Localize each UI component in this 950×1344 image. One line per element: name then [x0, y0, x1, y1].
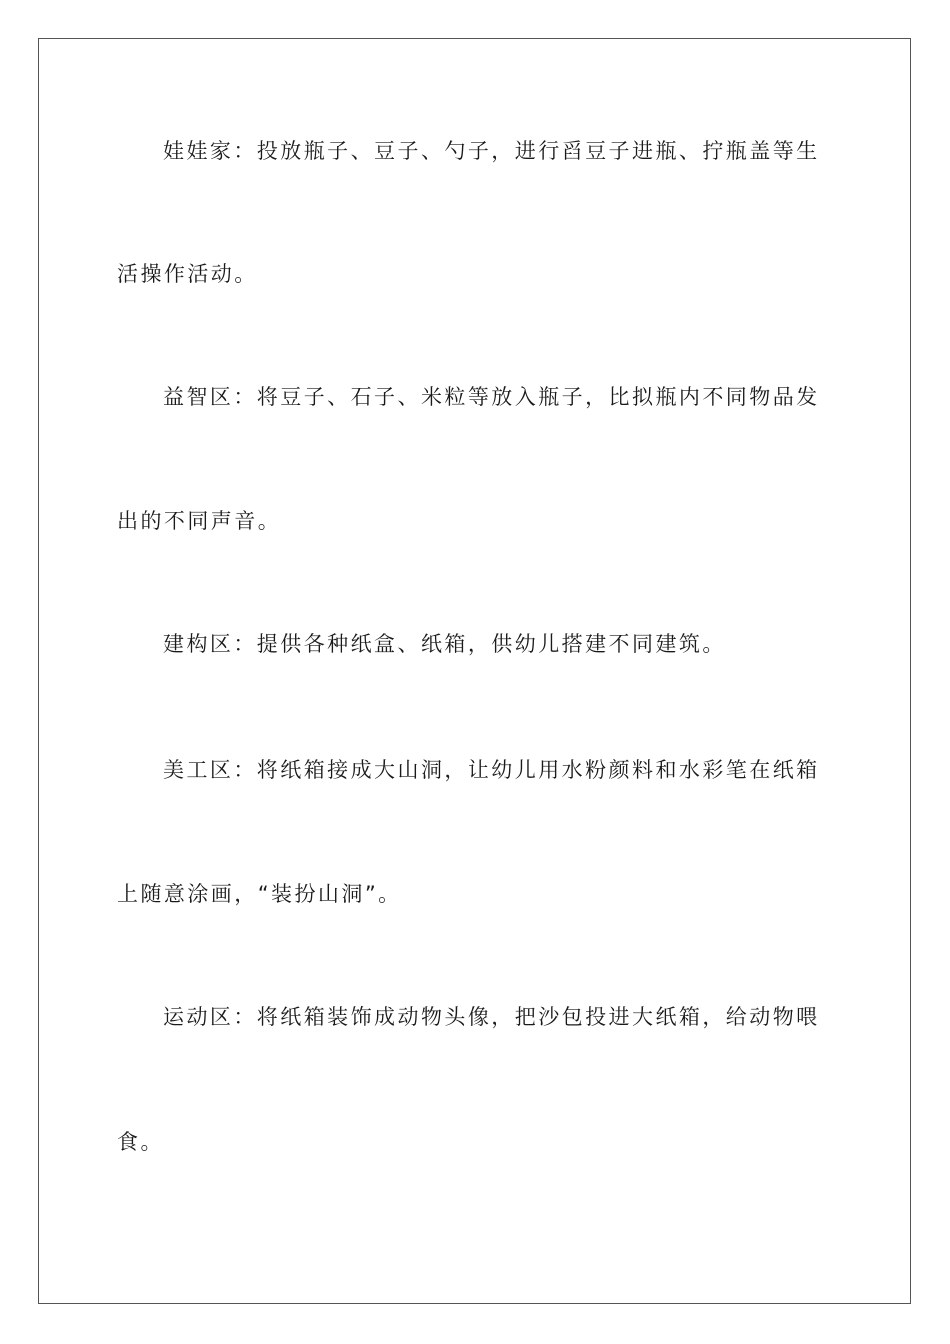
paragraph-sports-area-line-2: 食。 [117, 1130, 164, 1154]
paragraph-art-area-line-2: 上随意涂画，“装扮山洞”。 [117, 882, 402, 906]
paragraph-puzzle-area-line-1: 益智区：将豆子、石子、米粒等放入瓶子，比拟瓶内不同物品发 [163, 385, 820, 409]
paragraph-puzzle-area-line-2: 出的不同声音。 [117, 509, 282, 533]
paragraph-construction-area-line-1: 建构区：提供各种纸盒、纸箱，供幼儿搭建不同建筑。 [163, 632, 726, 656]
paragraph-doll-house-line-2: 活操作活动。 [117, 262, 258, 286]
paragraph-doll-house-line-1: 娃娃家：投放瓶子、豆子、勺子，进行舀豆子进瓶、拧瓶盖等生 [163, 139, 820, 163]
paragraph-art-area-line-1: 美工区：将纸箱接成大山洞，让幼儿用水粉颜料和水彩笔在纸箱 [163, 758, 820, 782]
paragraph-sports-area-line-1: 运动区：将纸箱装饰成动物头像，把沙包投进大纸箱，给动物喂 [163, 1005, 820, 1029]
page-frame [38, 38, 911, 1304]
